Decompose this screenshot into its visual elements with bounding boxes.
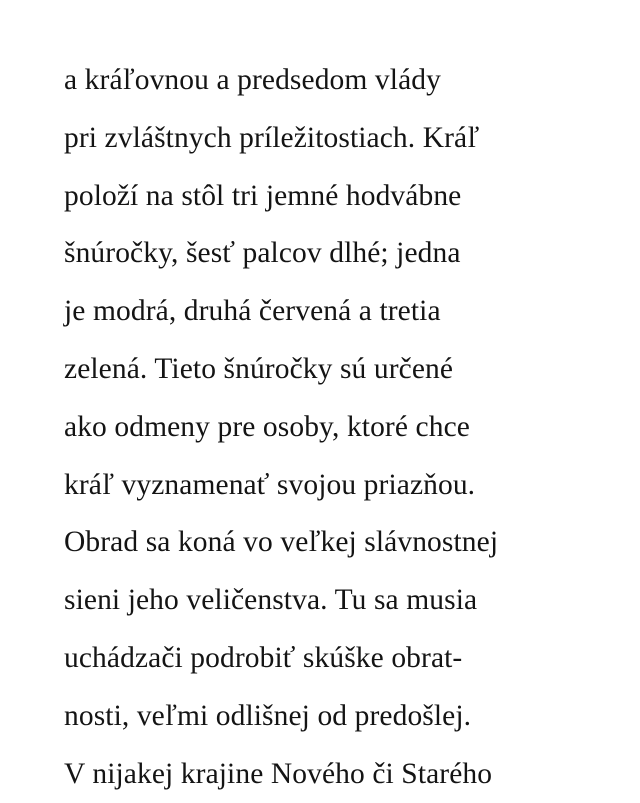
- text-line: šnúročky, šesť palcov dlhé; jedna: [64, 237, 461, 270]
- text-line: Obrad sa koná vo veľkej slávnostnej: [64, 526, 499, 559]
- text-body: [64, 52, 604, 803]
- text-line: pri zvláštnych príležitostiach. Kráľ: [64, 121, 480, 154]
- text-line: V nijakej krajine Nového či Starého: [64, 757, 493, 790]
- text-line: položí na stôl tri jemné hodvábne: [64, 179, 462, 212]
- text-line: zelená. Tieto šnúročky sú určené: [64, 352, 454, 385]
- text-line: sieni jeho veličenstva. Tu sa musia: [64, 584, 478, 617]
- text-line: a kráľovnou a predsedom vlády: [64, 64, 441, 96]
- text-line: kráľ vyznamenať svojou priazňou.: [64, 468, 476, 501]
- text-line: je modrá, druhá červená a tretia: [64, 295, 441, 328]
- text-line: ako odmeny pre osoby, ktoré chce: [64, 410, 470, 443]
- text-line: nosti, veľmi odlišnej od predošlej.: [64, 699, 472, 732]
- text-line: uchádzači podrobiť skúške obrat-: [64, 641, 463, 674]
